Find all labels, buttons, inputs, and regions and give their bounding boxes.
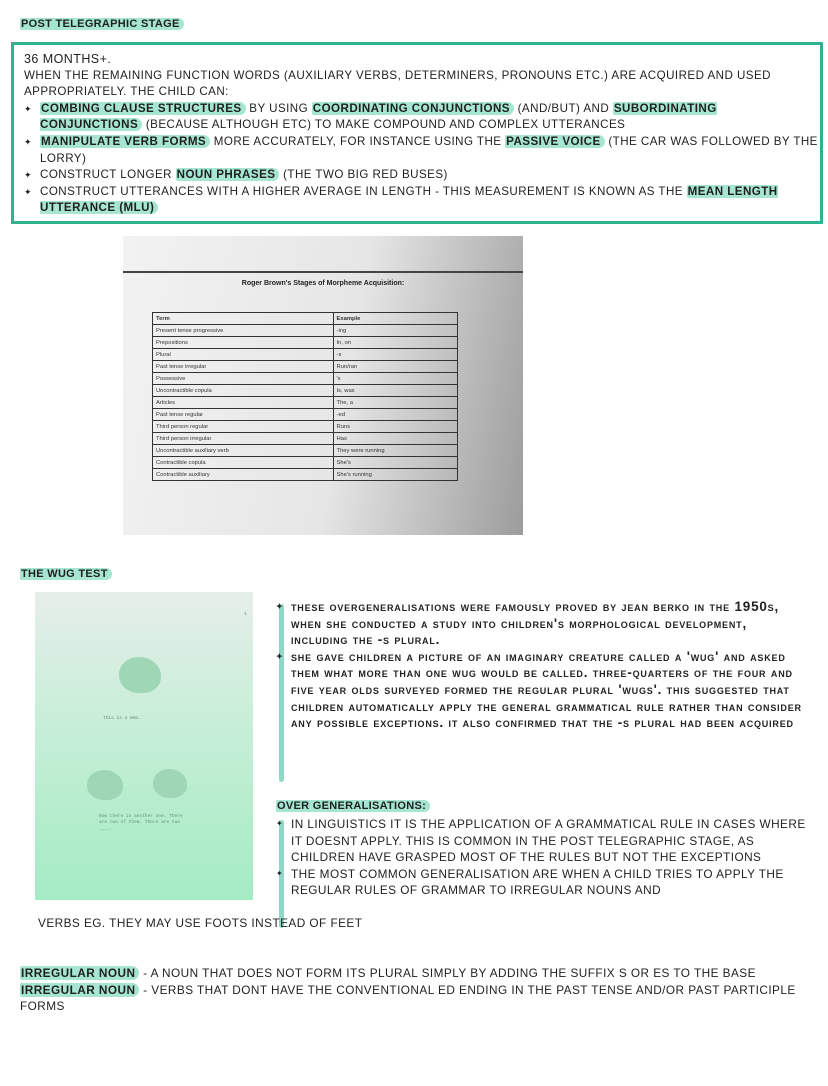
definition bbox=[20, 965, 810, 982]
table-row bbox=[153, 373, 458, 385]
table-row bbox=[153, 457, 458, 469]
overgeneralisation-bullet: ✦ THE MOST COMMON GENERALISATION ARE WHEN A CHILD TRIES TO APPLY THE REGULAR RULES OF GRAMMAR TO IRREGULAR NOUNS AND bbox=[277, 866, 812, 899]
text-segment: CONSTRUCT UTTERANCES WITH A HIGHER AVERAGE IN LENGTH - THIS MEASUREMENT IS KNOWN AS THE bbox=[40, 184, 687, 198]
highlighted-term: MEAN LENGTH UTTERANCE (MLU) bbox=[40, 184, 778, 215]
term-cell: Uncontractible auxiliary verb bbox=[153, 445, 334, 457]
wug-bullet: ✦ she gave children a picture of an imaginary creature called a 'wug' and asked them what more than one wug would be called. three-quarters of the four and five year olds surveyed formed the regular plural 'wugs'. this suggested that children automatically apply the general grammatical rule rather than consider any possible exceptions. it also confirmed that the -s plural had been acquired bbox=[277, 649, 807, 732]
overgeneralisation-list bbox=[277, 816, 812, 899]
table-row bbox=[153, 409, 458, 421]
text-segment: (BECAUSE ALTHOUGH ETC) TO MAKE COMPOUND AND COMPLEX UTTERANCES bbox=[142, 118, 626, 132]
highlighted-term: NOUN PHRASES bbox=[176, 168, 280, 181]
ability-item bbox=[24, 134, 820, 167]
term-cell: Articles bbox=[153, 397, 334, 409]
table-row bbox=[153, 397, 458, 409]
section-heading-wug-test: THE WUG TEST bbox=[20, 568, 112, 580]
definition-term: IRREGULAR NOUN bbox=[20, 983, 139, 997]
table-row bbox=[153, 445, 458, 457]
example-cell: Has bbox=[333, 433, 457, 445]
example-cell: Run/ran bbox=[333, 361, 457, 373]
example-cell: Runs bbox=[333, 421, 457, 433]
table-row bbox=[153, 433, 458, 445]
term-cell: Plural bbox=[153, 349, 334, 361]
text-segment: (AND/BUT) AND bbox=[513, 101, 613, 115]
term-cell: Prepositions bbox=[153, 337, 334, 349]
column-header: Example bbox=[333, 313, 457, 325]
text-segment: (THE CAR WAS FOLLOWED BY THE LORRY) bbox=[40, 134, 818, 165]
wug-creature-icon bbox=[87, 770, 123, 800]
term-cell: Possessive bbox=[153, 373, 334, 385]
example-cell: -ed bbox=[333, 409, 457, 421]
overgeneralisation-bullet: ✦ IN LINGUISTICS IT IS THE APPLICATION OF A GRAMMATICAL RULE IN CASES WHERE IT DOESNT APPLY. THIS IS COMMON IN THE POST TELEGRAPHIC STAGE, AS CHILDREN HAVE GRASPED MOST OF THE RULES BUT NOT THE EXCEPTIONS bbox=[277, 816, 812, 866]
table-row bbox=[153, 325, 458, 337]
highlighted-term: SUBORDINATING CONJUNCTIONS bbox=[40, 101, 717, 132]
highlighted-term: COMBING CLAUSE STRUCTURES bbox=[40, 102, 246, 115]
term-cell: Contractible auxiliary bbox=[153, 469, 334, 481]
definition-term: IRREGULAR NOUN bbox=[20, 966, 139, 980]
table-row bbox=[153, 337, 458, 349]
example-cell: Is, was bbox=[333, 385, 457, 397]
ability-item bbox=[24, 101, 820, 134]
example-cell: In, on bbox=[333, 337, 457, 349]
intro-text: WHEN THE REMAINING FUNCTION WORDS (AUXILIARY VERBS, DETERMINERS, PRONOUNS ETC.) ARE ACQUIRED AND USED APPROPRIATELY. THE CHILD CAN: bbox=[24, 68, 771, 99]
section-heading-overgeneralisations: OVER GENERALISATIONS: bbox=[276, 800, 430, 812]
wug-creature-icon bbox=[119, 657, 161, 693]
term-cell: Uncontractible copula bbox=[153, 385, 334, 397]
term-cell: Past tense irregular bbox=[153, 361, 334, 373]
text-segment: MORE ACCURATELY, FOR INSTANCE USING THE bbox=[210, 134, 506, 148]
wug-bullet: ✦ these overgeneralisations were famously proved by jean berko in the 1950s, when she conducted a study into children's morphological development, including the -s plural. bbox=[277, 599, 807, 649]
wug-list bbox=[277, 599, 807, 732]
table-row bbox=[153, 349, 458, 361]
highlighted-term: COORDINATING CONJUNCTIONS bbox=[312, 102, 514, 115]
text-segment: CONSTRUCT LONGER bbox=[40, 168, 176, 182]
morpheme-table-photo bbox=[123, 236, 523, 535]
page-number: 1 bbox=[244, 612, 247, 617]
term-cell: Past tense regular bbox=[153, 409, 334, 421]
ability-item bbox=[24, 167, 820, 184]
highlighted-term: PASSIVE VOICE bbox=[505, 135, 605, 148]
table-header-row bbox=[153, 313, 458, 325]
column-header: Term bbox=[153, 313, 334, 325]
example-cell: She's bbox=[333, 457, 457, 469]
example-cell: 's bbox=[333, 373, 457, 385]
wug-creature-icon bbox=[153, 769, 187, 798]
example-cell: -ing bbox=[333, 325, 457, 337]
definitions bbox=[20, 965, 810, 1015]
overgeneralisation-continuation: VERBS EG. THEY MAY USE FOOTS INSTEAD OF FEET bbox=[38, 916, 363, 930]
abilities-list bbox=[24, 101, 820, 217]
wug-prompt: Now there is another one. There are two of them. There are two ____. bbox=[99, 814, 183, 831]
table-title: Roger Brown's Stages of Morpheme Acquisition: bbox=[241, 280, 405, 287]
ability-item bbox=[24, 184, 820, 217]
example-cell: The, a bbox=[333, 397, 457, 409]
text-segment: BY USING bbox=[245, 101, 312, 115]
term-cell: Third person irregular bbox=[153, 433, 334, 445]
age-text: 36 MONTHS+. bbox=[24, 52, 112, 66]
example-cell: -s bbox=[333, 349, 457, 361]
example-cell: She's running bbox=[333, 469, 457, 481]
morpheme-table bbox=[152, 312, 458, 481]
term-cell: Present tense progressive bbox=[153, 325, 334, 337]
section-heading-post-telegraphic: POST TELEGRAPHIC STAGE bbox=[20, 18, 184, 30]
definition-text: - A NOUN THAT DOES NOT FORM ITS PLURAL SIMPLY BY ADDING THE SUFFIX S OR ES TO THE BASE bbox=[139, 966, 756, 980]
wug-test-image bbox=[35, 592, 253, 900]
table-row bbox=[153, 361, 458, 373]
text-segment: (THE TWO BIG RED BUSES) bbox=[279, 168, 448, 182]
wug-caption: This is a WUG. bbox=[103, 716, 141, 721]
term-cell: Contractible copula bbox=[153, 457, 334, 469]
term-cell: Third person regular bbox=[153, 421, 334, 433]
table-row bbox=[153, 421, 458, 433]
definition-text: - VERBS THAT DONT HAVE THE CONVENTIONAL ED ENDING IN THE PAST TENSE AND/OR PAST PARTICIPLE FORMS bbox=[20, 982, 796, 1014]
table-row bbox=[153, 469, 458, 481]
table-row bbox=[153, 385, 458, 397]
divider bbox=[123, 271, 523, 273]
example-cell: They were running bbox=[333, 445, 457, 457]
definition bbox=[20, 982, 810, 1015]
post-telegraphic-box bbox=[11, 42, 823, 224]
highlighted-term: MANIPULATE VERB FORMS bbox=[40, 135, 210, 148]
